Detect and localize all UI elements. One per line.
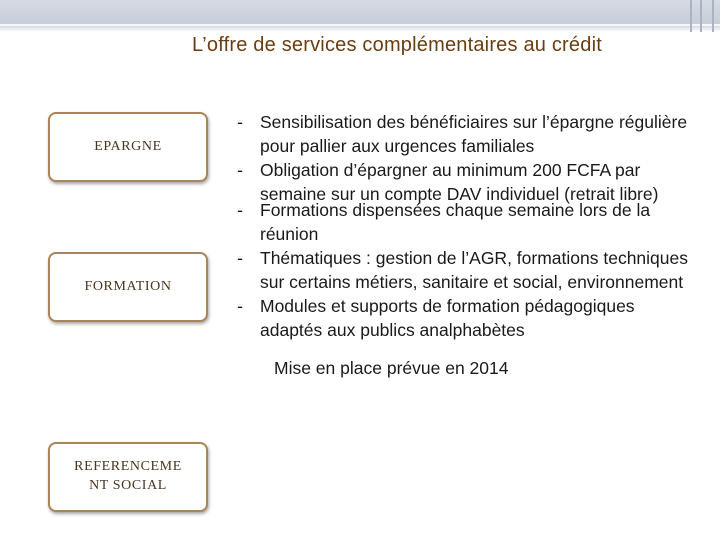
category-box-formation [48, 252, 208, 322]
bullet-text: Obligation d’épargner au minimum 200 FCFA par semaine sur un compte DAV individuel (retrait libre) [260, 160, 659, 204]
top-decorative-bar [0, 0, 720, 32]
services-description [230, 110, 700, 380]
category-label-epargne: EPARGNE [94, 138, 162, 154]
top-bar-stripe [0, 24, 720, 26]
bullet-item [230, 198, 700, 246]
referencement-note: Mise en place prévue en 2014 [274, 358, 509, 378]
bullet-text: Modules et supports de formation pédagogiques adaptés aux publics analphabètes [260, 296, 635, 340]
bullet-text: Thématiques : gestion de l’AGR, formations techniques sur certains métiers, sanitaire et social, environnement [260, 248, 688, 292]
category-box-referencement [48, 442, 208, 512]
category-label-line: REFERENCEME [74, 459, 182, 475]
category-label-line: NT SOCIAL [89, 478, 167, 493]
top-bar-divider [712, 0, 714, 32]
slide-title: L’offre de services complémentaires au crédit [192, 34, 602, 56]
bullet-marker: - [237, 160, 243, 180]
bullet-marker: - [237, 248, 243, 268]
top-bar-divider [690, 0, 692, 32]
bullet-text: Sensibilisation des bénéficiaires sur l’épargne régulière pour pallier aux urgences familiales [260, 112, 688, 156]
category-box-epargne [48, 112, 208, 182]
bullet-marker: - [237, 200, 243, 220]
bullet-text: Formations dispensées chaque semaine lors de la réunion [260, 200, 651, 244]
bullet-marker: - [237, 112, 243, 132]
bullet-item [230, 110, 700, 158]
bullet-item [230, 294, 700, 342]
top-bar-divider [700, 0, 702, 32]
category-label-referencement [58, 458, 198, 496]
bullet-marker: - [237, 296, 243, 316]
bullet-item [230, 246, 700, 294]
category-label-formation: FORMATION [84, 278, 172, 294]
